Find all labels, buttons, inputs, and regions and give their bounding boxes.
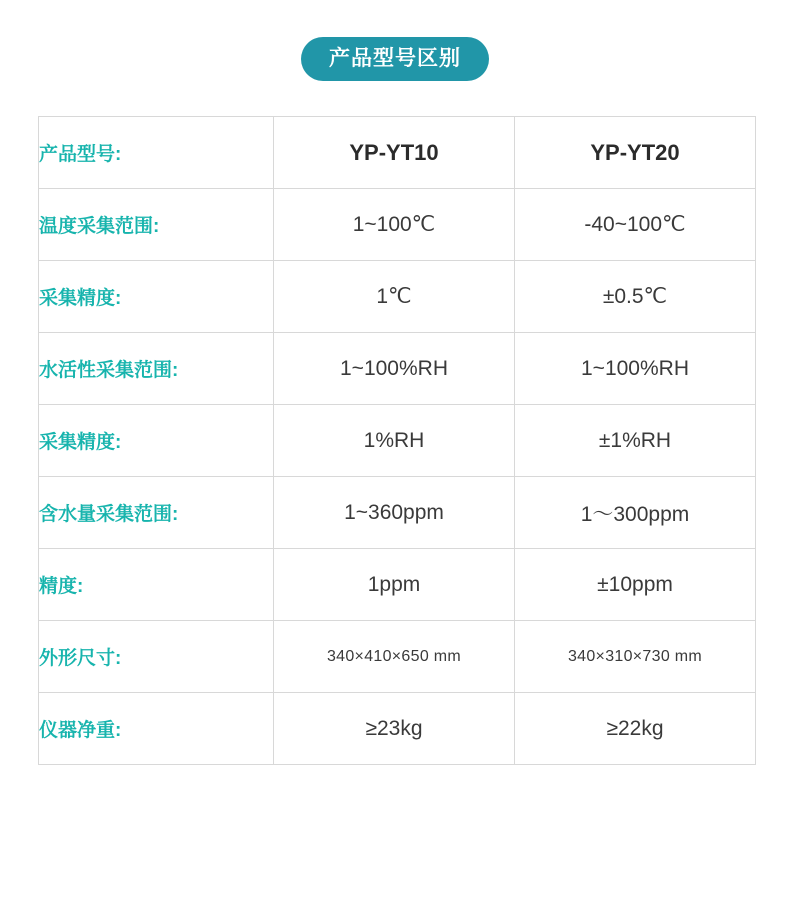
row-value-model2: 340×310×730 mm — [515, 621, 756, 693]
page-header — [0, 0, 790, 81]
row-value-model2: 1~100%RH — [515, 333, 756, 405]
row-value-model1: YP-YT10 — [274, 117, 515, 189]
row-value-model1: ≥23kg — [274, 693, 515, 765]
row-label: 温度采集范围: — [39, 189, 274, 261]
spec-table-body — [39, 117, 756, 765]
table-row — [39, 549, 756, 621]
row-label: 仪器净重: — [39, 693, 274, 765]
table-row — [39, 693, 756, 765]
row-value-model1: 1~100%RH — [274, 333, 515, 405]
table-row — [39, 621, 756, 693]
table-row — [39, 477, 756, 549]
row-value-model2: ±10ppm — [515, 549, 756, 621]
row-value-model2: 1～300ppm — [515, 477, 756, 549]
row-label: 产品型号: — [39, 117, 274, 189]
row-label: 含水量采集范围: — [39, 477, 274, 549]
row-label: 采集精度: — [39, 261, 274, 333]
row-value-model2: ≥22kg — [515, 693, 756, 765]
row-value-model1: 1~100℃ — [274, 189, 515, 261]
row-label: 精度: — [39, 549, 274, 621]
table-row — [39, 117, 756, 189]
row-label: 外形尺寸: — [39, 621, 274, 693]
table-row — [39, 333, 756, 405]
spec-table-container — [38, 116, 752, 765]
spec-table — [38, 116, 756, 765]
table-row — [39, 261, 756, 333]
row-value-model2: YP-YT20 — [515, 117, 756, 189]
table-row — [39, 405, 756, 477]
row-value-model2: ±1%RH — [515, 405, 756, 477]
row-value-model1: 1~360ppm — [274, 477, 515, 549]
row-value-model2: -40~100℃ — [515, 189, 756, 261]
row-value-model1: 1ppm — [274, 549, 515, 621]
table-row — [39, 189, 756, 261]
row-value-model1: 1%RH — [274, 405, 515, 477]
row-label: 水活性采集范围: — [39, 333, 274, 405]
row-value-model2: ±0.5℃ — [515, 261, 756, 333]
row-label: 采集精度: — [39, 405, 274, 477]
row-value-model1: 340×410×650 mm — [274, 621, 515, 693]
page-title: 产品型号区别 — [301, 37, 489, 81]
row-value-model1: 1℃ — [274, 261, 515, 333]
